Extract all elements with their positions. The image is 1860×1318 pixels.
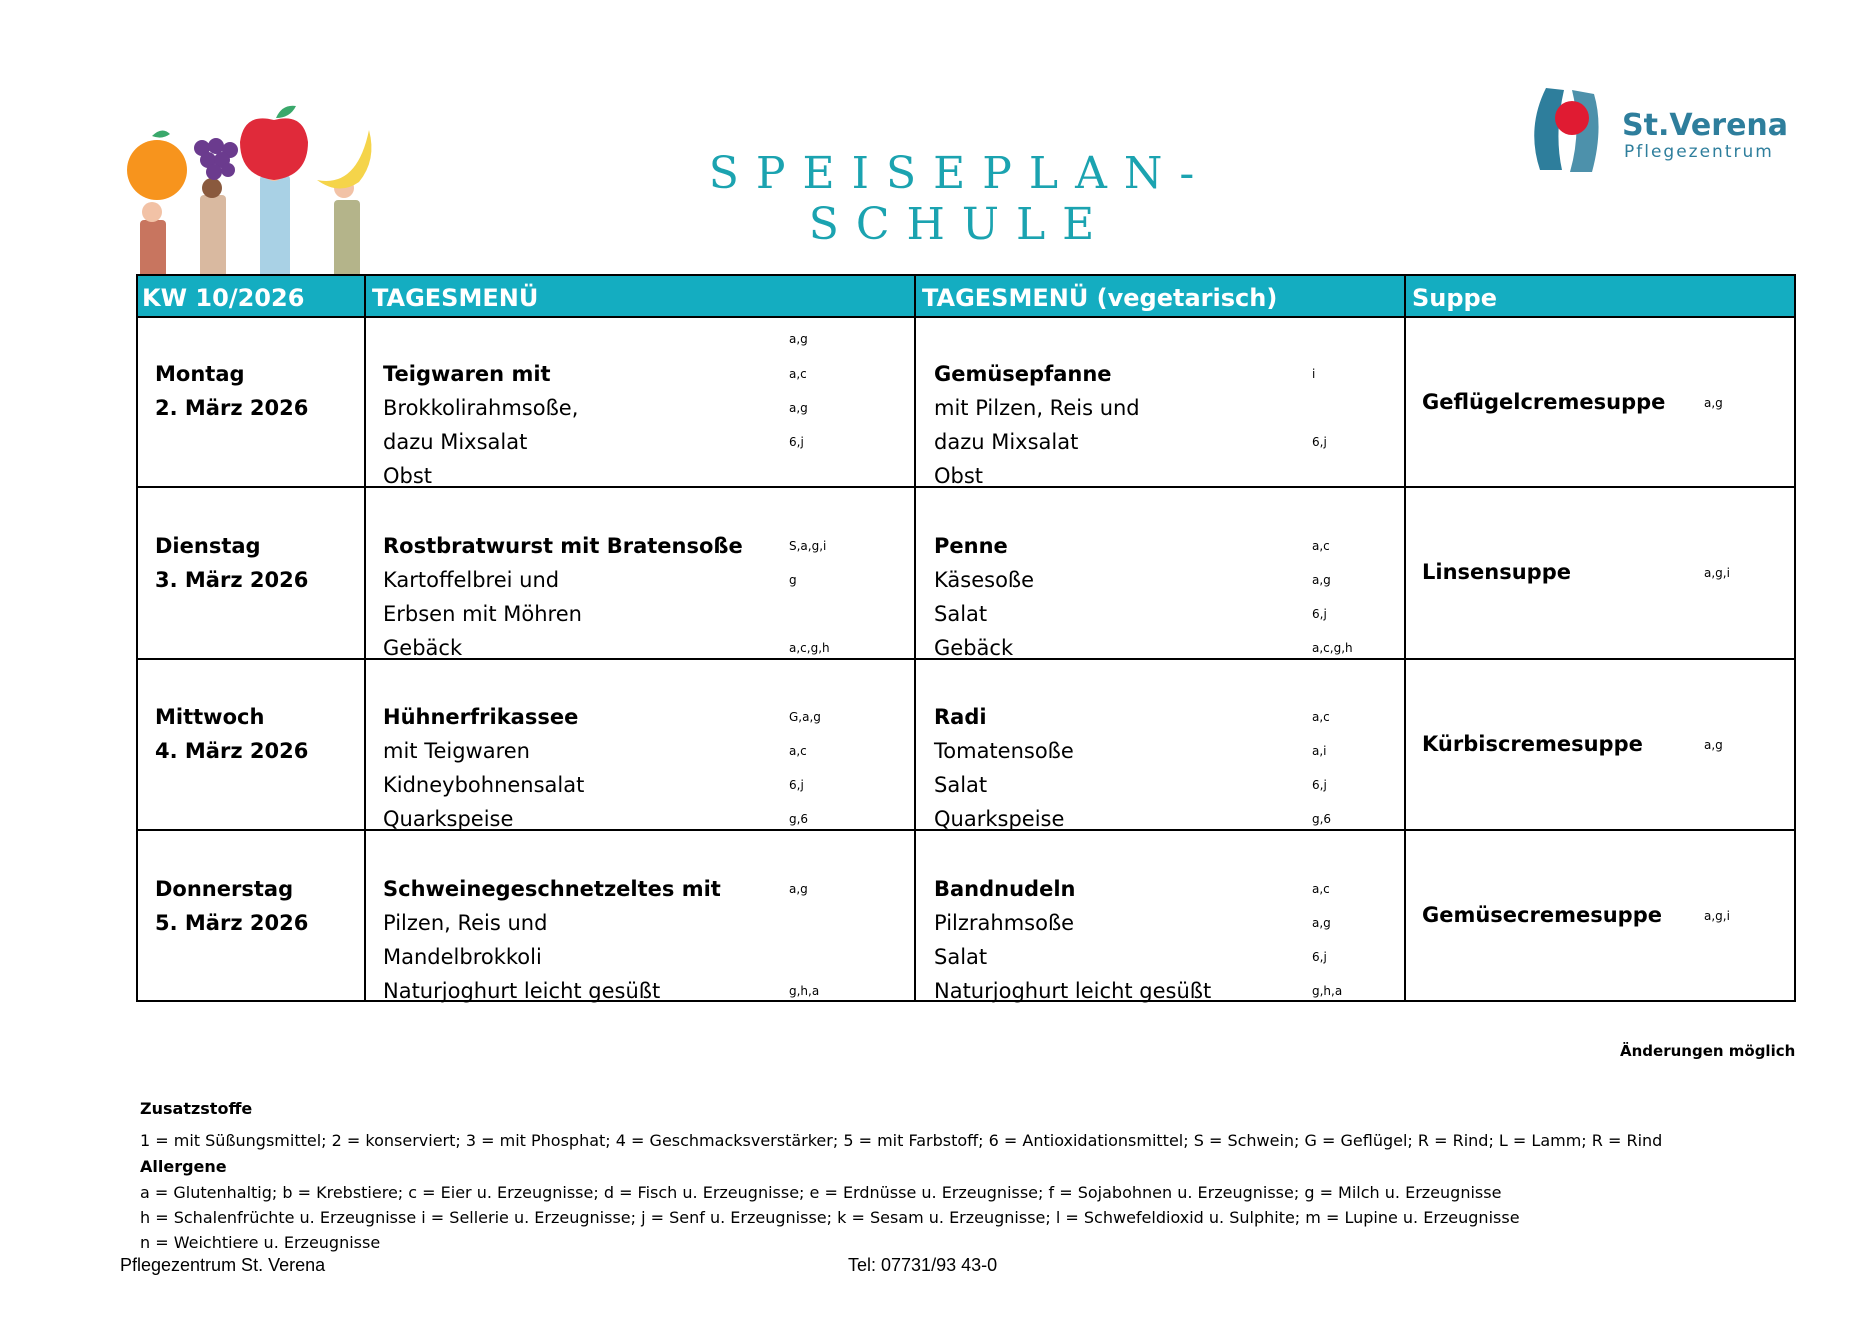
veg-line: Salat: [934, 945, 988, 969]
table-row: [136, 660, 1796, 830]
menu-line: Kidneybohnensalat: [383, 773, 585, 797]
logo-subtitle: Pflegezentrum: [1624, 142, 1774, 162]
allergen-code: a,g: [1312, 916, 1331, 930]
allergen-code: a,g: [789, 882, 808, 896]
allergen-code: 6,j: [1312, 778, 1327, 792]
page-title: SPEISEPLAN-SCHULE: [708, 148, 1212, 250]
changes-note: Änderungen möglich: [1620, 1042, 1796, 1060]
menu-line: Quarkspeise: [383, 807, 514, 831]
veg-line: Gebäck: [934, 636, 1014, 660]
veg-line: Naturjoghurt leicht gesüßt: [934, 979, 1212, 1003]
table-row: [136, 318, 1796, 488]
allergen-code: S,a,g,i: [789, 539, 827, 553]
allergen-code: a,g: [1704, 738, 1723, 752]
soup-name: Linsensuppe: [1422, 560, 1571, 584]
veg-line: Radi: [934, 705, 987, 729]
allergen-code: 6,j: [1312, 435, 1327, 449]
allergen-code: a,g: [789, 401, 808, 415]
allergen-code: a,i: [1312, 744, 1327, 758]
day-date: 2. März 2026: [155, 396, 309, 420]
menu-line: Pilzen, Reis und: [383, 911, 548, 935]
column-header-vegetarian: TAGESMENÜ (vegetarisch): [922, 284, 1278, 312]
veg-line: Tomatensoße: [934, 739, 1074, 763]
allergen-code: 6,j: [1312, 950, 1327, 964]
menu-line: Mandelbrokkoli: [383, 945, 542, 969]
allergen-code: a,g: [1704, 396, 1723, 410]
menu-line: Gebäck: [383, 636, 463, 660]
allergen-code: g,h,a: [789, 984, 820, 998]
day-date: 4. März 2026: [155, 739, 309, 763]
veg-line: Salat: [934, 773, 988, 797]
day-date: 5. März 2026: [155, 911, 309, 935]
footer-organization: Pflegezentrum St. Verena: [120, 1255, 326, 1275]
menu-line: Schweinegeschnetzeltes mit: [383, 877, 721, 901]
allergens-line: n = Weichtiere u. Erzeugnisse: [140, 1233, 381, 1252]
st-verena-logo-icon: [1528, 78, 1628, 178]
menu-line: Teigwaren mit: [383, 362, 551, 386]
veg-line: dazu Mixsalat: [934, 430, 1079, 454]
day-name: Montag: [155, 362, 245, 386]
veg-line: Pilzrahmsoße: [934, 911, 1075, 935]
veg-line: Bandnudeln: [934, 877, 1076, 901]
menu-table: [136, 274, 1796, 1002]
allergens-line: h = Schalenfrüchte u. Erzeugnisse i = Sellerie u. Erzeugnisse; j = Senf u. Erzeugnisse; k = Sesam u. Erzeugnisse; l = Schwefeldioxid u. Sulphite; m = Lupine u. Erzeugnisse: [140, 1208, 1520, 1227]
veg-line: Obst: [934, 464, 984, 488]
allergen-code: a,c,g,h: [789, 641, 830, 655]
footer-phone: Tel: 07731/93 43-0: [848, 1255, 998, 1275]
additives-text: 1 = mit Süßungsmittel; 2 = konserviert; 3 = mit Phosphat; 4 = Geschmacksverstärker; 5 = mit Farbstoff; 6 = Antioxidationsmittel; S = Schwein; G = Geflügel; R = Rind; L = Lamm; R = Rind: [140, 1131, 1663, 1150]
day-name: Dienstag: [155, 534, 261, 558]
table-row: [136, 831, 1796, 1001]
allergen-code: a,g: [1312, 573, 1331, 587]
allergen-code: G,a,g: [789, 710, 821, 724]
soup-name: Kürbiscremesuppe: [1422, 732, 1643, 756]
allergen-code: g,h,a: [1312, 984, 1343, 998]
grid-line: [136, 274, 1796, 276]
allergen-code: 6,j: [789, 778, 804, 792]
veg-line: mit Pilzen, Reis und: [934, 396, 1140, 420]
menu-line: Kartoffelbrei und: [383, 568, 560, 592]
fruits-illustration: [112, 100, 382, 278]
table-row: [136, 488, 1796, 658]
day-date: 3. März 2026: [155, 568, 309, 592]
menu-line: Naturjoghurt leicht gesüßt: [383, 979, 661, 1003]
additives-title: Zusatzstoffe: [140, 1099, 253, 1118]
allergen-code: i: [1312, 367, 1316, 381]
allergen-code: g,6: [1312, 812, 1332, 826]
logo-name: St.Verena: [1622, 108, 1789, 143]
allergen-code: a,c: [1312, 539, 1330, 553]
allergen-code: a,c,g,h: [1312, 641, 1353, 655]
menu-line: Rostbratwurst mit Bratensoße: [383, 534, 743, 558]
soup-name: Geflügelcremesuppe: [1422, 390, 1666, 414]
menu-line: Brokkolirahmsoße,: [383, 396, 579, 420]
allergen-code: a,c: [1312, 882, 1330, 896]
allergen-code: a,c: [1312, 710, 1330, 724]
allergen-code: a,c: [789, 367, 807, 381]
allergen-code: g,6: [789, 812, 809, 826]
allergen-code: 6,j: [1312, 607, 1327, 621]
menu-line: Obst: [383, 464, 433, 488]
allergen-code: g: [789, 573, 797, 587]
veg-line: Salat: [934, 602, 988, 626]
veg-line: Gemüsepfanne: [934, 362, 1112, 386]
column-header-week: KW 10/2026: [142, 284, 305, 312]
allergen-code: a,g: [789, 332, 808, 346]
allergens-title: Allergene: [140, 1157, 227, 1176]
allergen-code: a,g,i: [1704, 566, 1730, 580]
veg-line: Penne: [934, 534, 1008, 558]
allergen-code: 6,j: [789, 435, 804, 449]
column-header-menu: TAGESMENÜ: [372, 284, 539, 312]
menu-line: Hühnerfrikassee: [383, 705, 579, 729]
veg-line: Käsesoße: [934, 568, 1035, 592]
veg-line: Quarkspeise: [934, 807, 1065, 831]
allergen-code: a,g,i: [1704, 909, 1730, 923]
allergens-line: a = Glutenhaltig; b = Krebstiere; c = Eier u. Erzeugnisse; d = Fisch u. Erzeugnisse; e = Erdnüsse u. Erzeugnisse; f = Sojabohnen u. Erzeugnisse; g = Milch u. Erzeugnisse: [140, 1183, 1502, 1202]
menu-line: Erbsen mit Möhren: [383, 602, 582, 626]
menu-line: dazu Mixsalat: [383, 430, 528, 454]
menu-line: mit Teigwaren: [383, 739, 530, 763]
day-name: Mittwoch: [155, 705, 265, 729]
soup-name: Gemüsecremesuppe: [1422, 903, 1662, 927]
column-header-soup: Suppe: [1412, 284, 1498, 312]
day-name: Donnerstag: [155, 877, 294, 901]
allergen-code: a,c: [789, 744, 807, 758]
